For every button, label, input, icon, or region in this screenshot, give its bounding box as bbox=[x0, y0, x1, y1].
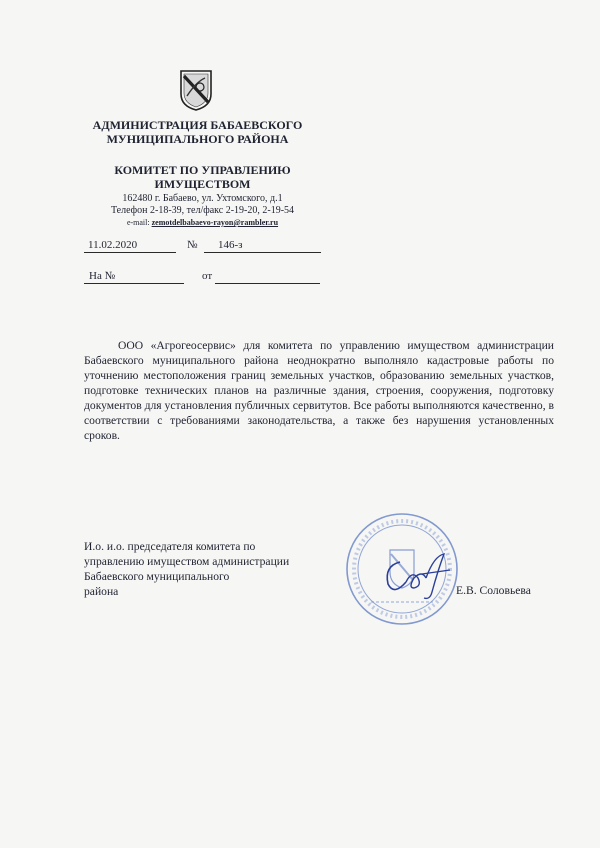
reply-to-underline bbox=[84, 283, 184, 284]
handwritten-signature bbox=[378, 548, 458, 604]
letter-date: 11.02.2020 bbox=[88, 239, 138, 251]
signatory-position-line1: И.о. и.о. председателя комитета по bbox=[84, 540, 256, 553]
letter-number: 146-з bbox=[218, 239, 243, 251]
administration-title-line1: АДМИНИСТРАЦИЯ БАБАЕВСКОГО bbox=[92, 118, 303, 132]
administration-title-line2: МУНИЦИПАЛЬНОГО РАЙОНА bbox=[106, 132, 289, 146]
signatory-position bbox=[84, 539, 354, 599]
committee-title-line2: ИМУЩЕСТВОМ bbox=[154, 177, 251, 191]
signatory-position-line2: управлению имуществом администрации bbox=[84, 555, 290, 568]
from-underline bbox=[215, 283, 320, 284]
number-label: № bbox=[187, 239, 198, 251]
committee-title bbox=[90, 163, 315, 191]
email-line bbox=[90, 217, 315, 229]
coat-of-arms-icon bbox=[178, 68, 214, 112]
signatory-name: Е.В. Соловьева bbox=[456, 584, 531, 597]
number-underline bbox=[204, 252, 321, 253]
signatory-position-line3: Бабаевского муниципального bbox=[84, 570, 230, 583]
committee-title-line1: КОМИТЕТ ПО УПРАВЛЕНИЮ bbox=[114, 163, 291, 177]
phone-numbers: Телефон 2-18-39, тел/факс 2-19-20, 2-19-54 bbox=[110, 205, 295, 216]
email-address: zemotdelbabaevo-rayon@rambler.ru bbox=[151, 218, 279, 227]
date-underline bbox=[84, 252, 176, 253]
from-label: от bbox=[202, 270, 213, 282]
postal-address: 162480 г. Бабаево, ул. Ухтомского, д.1 bbox=[122, 193, 283, 204]
administration-title bbox=[80, 118, 315, 146]
signatory-position-line4: района bbox=[84, 585, 119, 598]
letter-body: ООО «Агрогеосервис» для комитета по управлению имуществом администрации Бабаевского муниципального района неоднократно выполняло кадастровые работы по уточнению местоположения границ земельных участков, образованию земельных участков, подготовке технических планов на различные здания, строения, сооружения, подготовку документов для установления публичных сервитутов. Все работы выполняются качественно, в соответствии с требованиями законодательства, а также без нарушения установленных сроков. bbox=[84, 339, 554, 442]
email-label: e-mail: bbox=[126, 218, 152, 227]
reply-to-label: На № bbox=[89, 270, 116, 282]
